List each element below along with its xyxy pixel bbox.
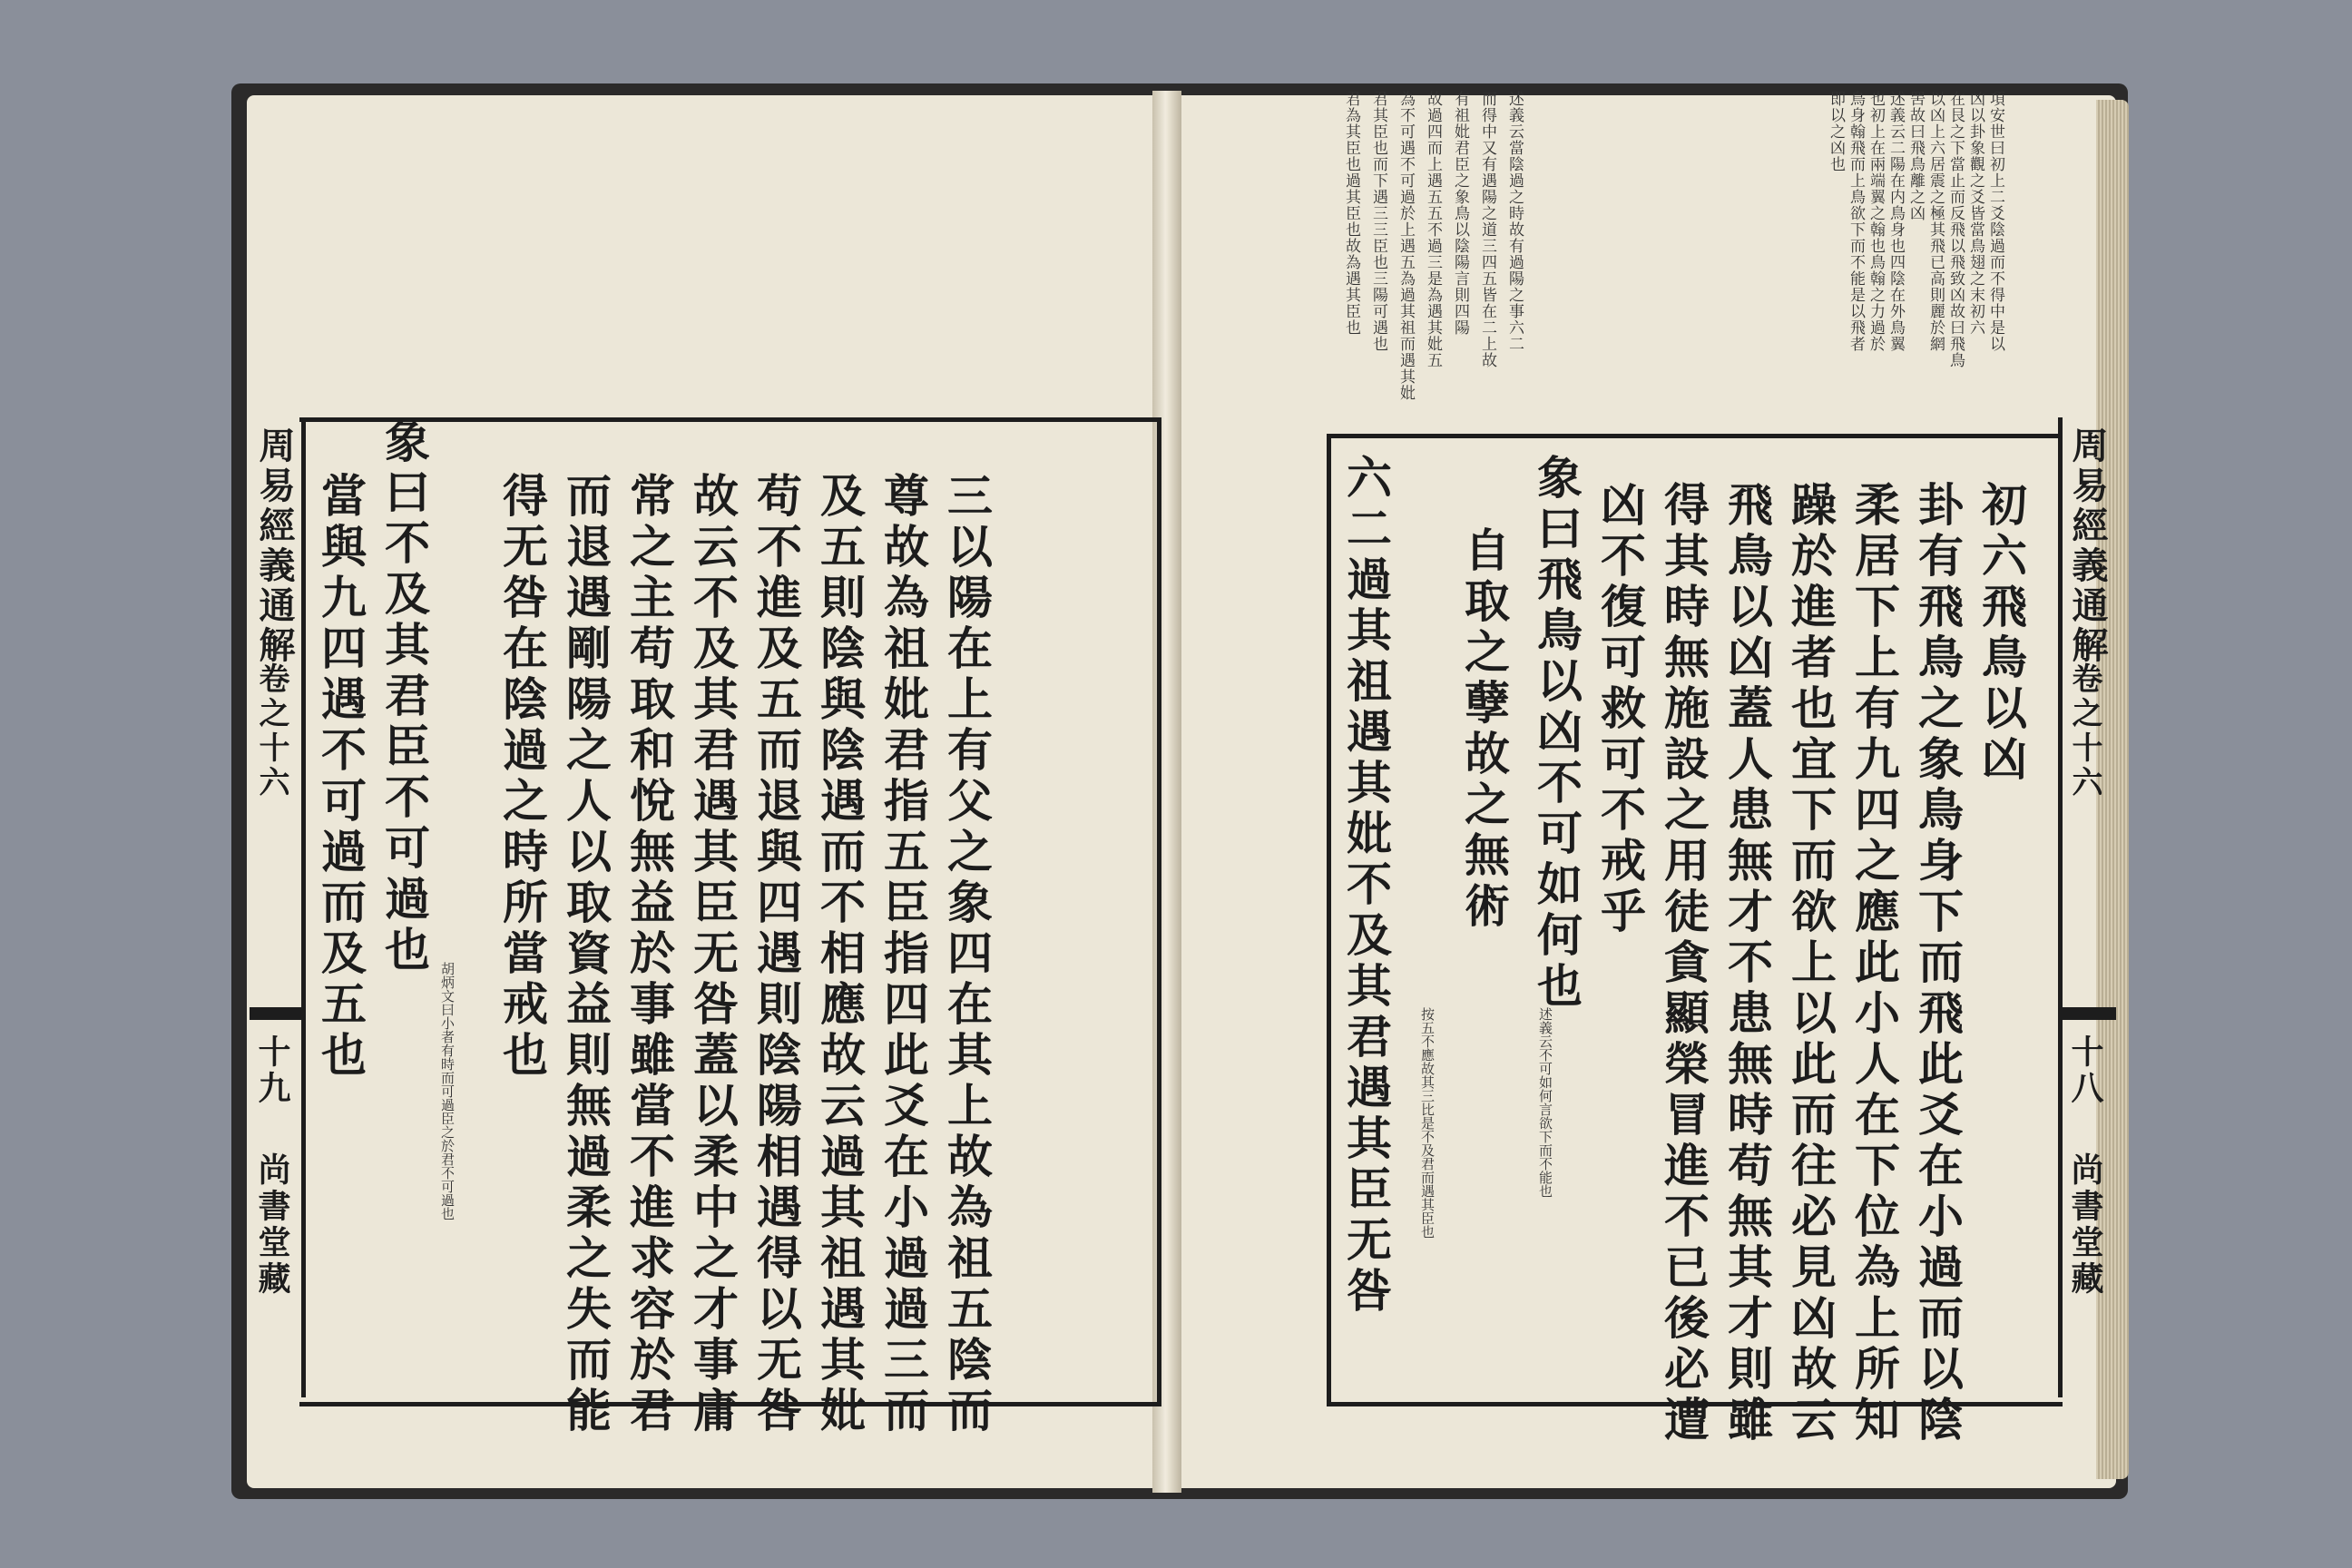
right-small-note-1: 述義云不可如何言欲下而不能也: [1537, 1007, 1553, 1198]
left-small-note: 胡炳文曰小者有時而可過臣之於君不可過也: [439, 962, 456, 1220]
right-body-col-6: 得其時無施設之用徒貪顯榮冒進不已後必遭: [1657, 481, 1710, 1446]
left-body-col-3: 及五則陰與陰遇而不相應故云過其祖遇其妣: [813, 472, 867, 1437]
right-top-note-5: 罟故曰飛鳥離之凶: [1906, 91, 1925, 221]
left-body-col-10: 當與九四遇不可過而及五也: [314, 472, 368, 1082]
left-body-col-9: 象曰不及其君臣不可過也: [377, 417, 431, 976]
right-top-note-9: 即以之凶也: [1827, 91, 1845, 172]
right-top-note-8: 鳥身翰飛而上鳥欲下而不能是以飛者: [1847, 91, 1865, 352]
left-body-col-2: 尊故為祖妣君指五臣指四此爻在小過過三而: [877, 472, 930, 1437]
left-margin-folio: 十九: [253, 1034, 291, 1107]
right-body-col-9: 自取之孽故之無術: [1457, 526, 1511, 933]
right-lower-note-3: 有祖妣君臣之象鳥以陰陽言則四陽: [1451, 91, 1469, 336]
right-small-note-2: 按五不應故其三比是不及君而遇其臣也: [1419, 1007, 1436, 1239]
right-lower-note-7: 君為其臣也過其臣也故為遇其臣也: [1342, 91, 1360, 336]
right-body-col-2: 卦有飛鳥之象鳥身下而飛此爻在小過而以陰: [1911, 481, 1965, 1446]
right-top-note-1: 項安世曰初上二爻陰過而不得中是以: [1986, 91, 2004, 352]
right-top-note-3: 在艮之下當止而反飛以飛致凶故曰飛鳥: [1946, 91, 1965, 368]
right-body-col-7: 凶不復可救可不戒乎: [1593, 481, 1647, 938]
left-margin-library: 尚書堂藏: [253, 1152, 291, 1298]
right-top-note-2: 凶以卦象觀之爻皆當鳥翅之末初六: [1966, 91, 1984, 336]
left-body-col-4: 苟不進及五而退與四遇則陰陽相遇得以无咎: [750, 472, 803, 1437]
left-margin-volume: 卷之十六: [253, 662, 289, 800]
right-margin-volume: 卷之十六: [2066, 662, 2102, 800]
right-margin-library: 尚書堂藏: [2066, 1152, 2104, 1298]
right-body-col-1: 初六飛鳥以凶: [1975, 481, 2028, 786]
right-lower-note-2: 而得中又有遇陽之道三四五皆在二上故: [1478, 91, 1496, 368]
left-body-col-8: 得无咎在陰過之時所當戒也: [495, 472, 549, 1082]
right-lower-note-1: 述義云當陰過之時故有過陽之事六二: [1505, 91, 1524, 352]
left-margin-title: 周易經義通解: [253, 426, 296, 666]
right-body-col-8: 象曰飛鳥以凶不可如何也: [1530, 454, 1583, 1013]
right-margin-title: 周易經義通解: [2066, 426, 2109, 666]
right-body-col-4: 躁於進者也宜下而欲上以此而往必見凶故云: [1784, 481, 1838, 1446]
right-lower-note-5: 為不可遇不可過於上遇五為過其祖而遇其妣: [1396, 91, 1415, 401]
left-body-col-6: 常之主苟取和悅無益於事雖當不進求容於君: [622, 472, 676, 1437]
right-top-note-4: 以凶上六居震之極其飛已高則麗於網: [1926, 91, 1945, 352]
right-fishtail: [2062, 1007, 2116, 1020]
right-body-col-5: 飛鳥以凶蓋人患無才不患無時苟無其才則雖: [1720, 481, 1774, 1446]
left-fishtail: [250, 1007, 304, 1020]
right-lower-note-6: 君其臣也而下遇三三臣也三陽可遇也: [1369, 91, 1387, 352]
right-body-col-10: 六二過其祖遇其妣不及其君遇其臣无咎: [1339, 454, 1393, 1318]
left-body-col-1: 三以陽在上有父之象四在其上故為祖五陰而: [940, 472, 994, 1437]
left-body-col-5: 故云不及其君遇其臣无咎蓋以柔中之才事庸: [686, 472, 740, 1437]
right-lower-note-4: 故過四而上遇五五不過三是為遇其妣五: [1424, 91, 1442, 368]
right-margin-folio: 十八: [2066, 1034, 2104, 1107]
right-top-note-7: 也初上在兩端翼之翰也鳥翰之力過於: [1867, 91, 1885, 352]
left-body-col-7: 而退遇剛陽之人以取資益則無過柔之失而能: [559, 472, 612, 1437]
right-top-note-6: 述義云二陽在内鳥身也四陰在外鳥翼: [1886, 91, 1905, 352]
right-body-col-3: 柔居下上有九四之應此小人在下位為上所知: [1847, 481, 1901, 1446]
